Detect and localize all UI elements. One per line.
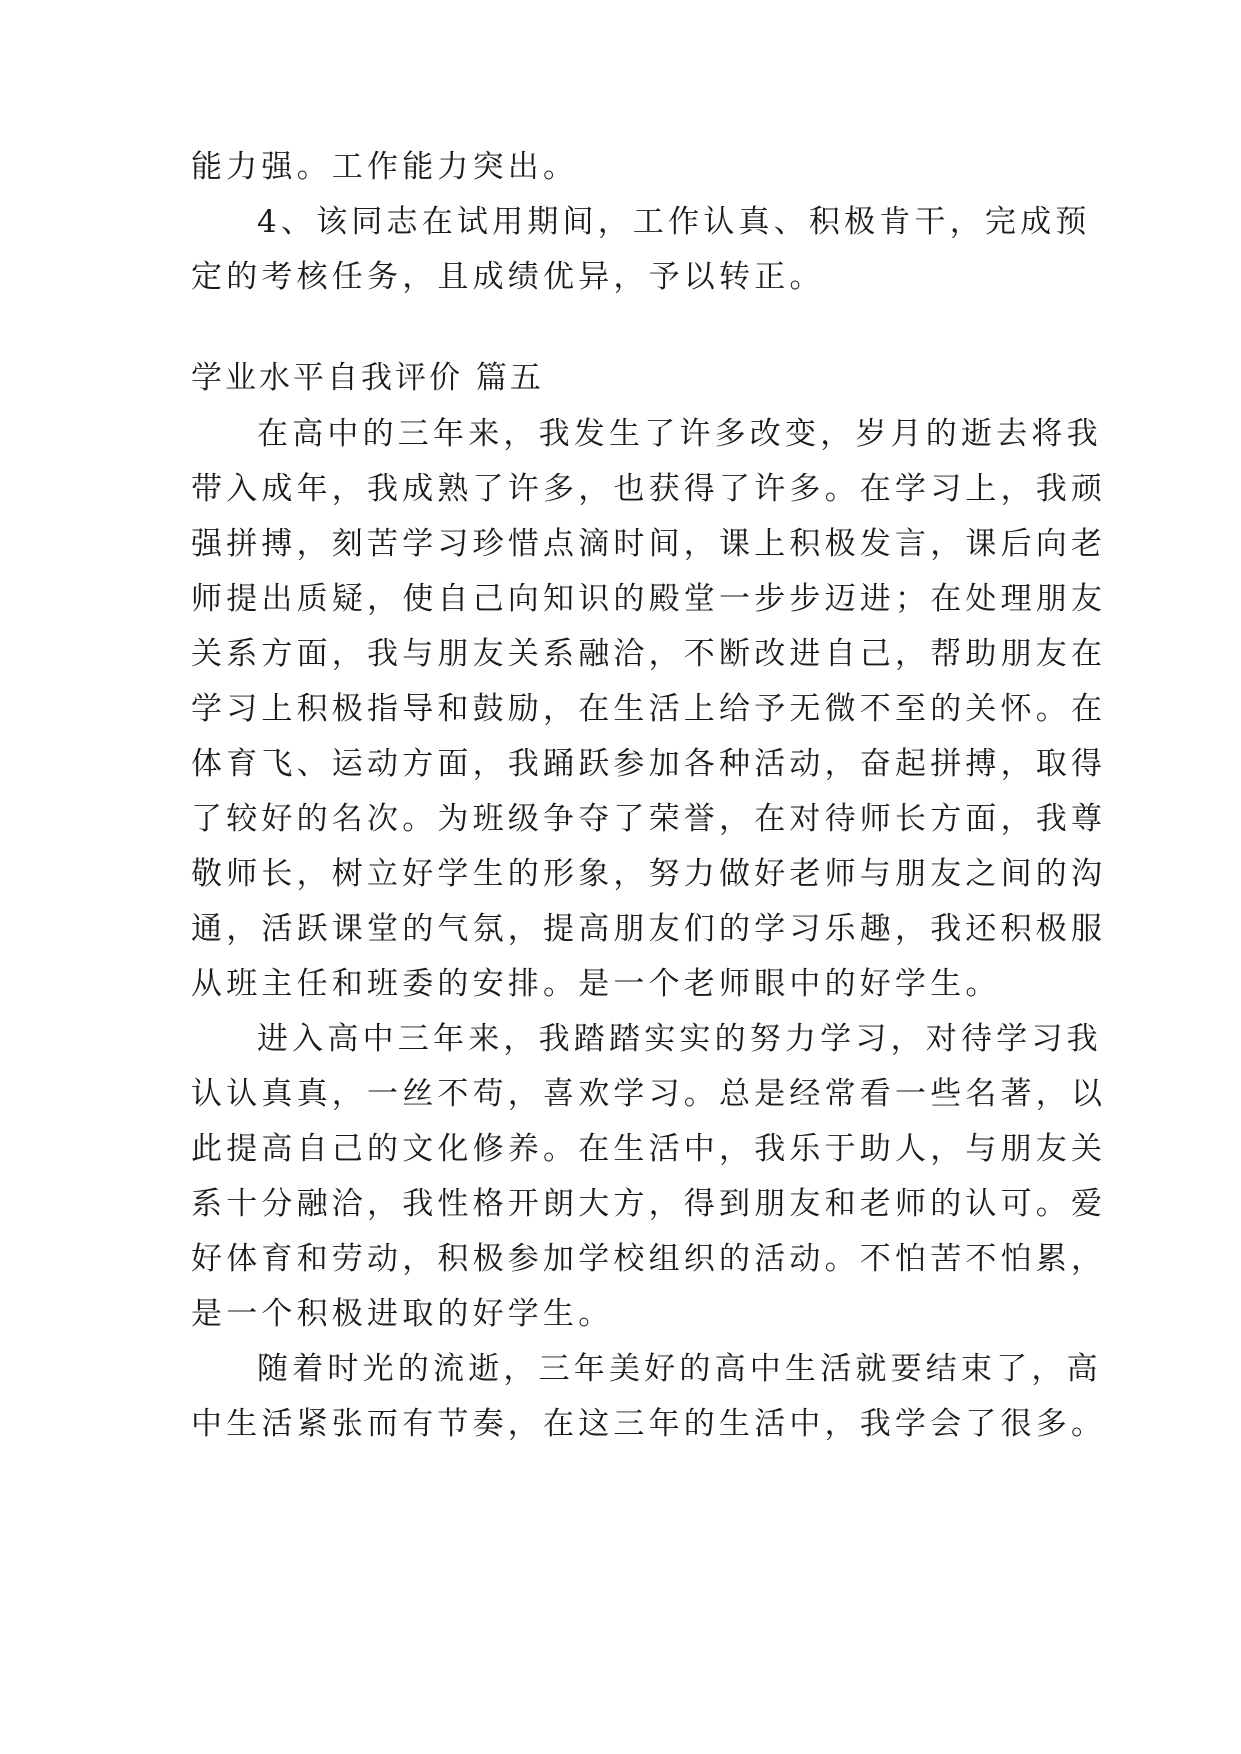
paragraph-line: 在高中的三年来，我发生了许多改变，岁月的逝去将我 [257,416,1102,452]
paragraph-line: 系十分融洽，我性格开朗大方，得到朋友和老师的认可。爱 [191,1186,1107,1222]
paragraph-line: 了较好的名次。为班级争夺了荣誉，在对待师长方面，我尊 [191,801,1107,837]
paragraph-line: 师提出质疑，使自己向知识的殿堂一步步迈进；在处理朋友 [191,581,1107,617]
paragraph-line: 体育飞、运动方面，我踊跃参加各种活动，奋起拼搏，取得 [191,746,1107,782]
paragraph-line: 是一个积极进取的好学生。 [191,1296,614,1332]
paragraph-line: 定的考核任务，且成绩优异，予以转正。 [191,259,825,295]
paragraph-line: 关系方面，我与朋友关系融洽，不断改进自己，帮助朋友在 [191,636,1107,672]
paragraph-line: 学习上积极指导和鼓励，在生活上给予无微不至的关怀。在 [191,691,1107,727]
paragraph-line: 认认真真，一丝不苟，喜欢学习。总是经常看一些名著，以 [191,1076,1107,1112]
paragraph-line: 4、该同志在试用期间，工作认真、积极肯干，完成预 [257,204,1091,240]
paragraph-line: 此提高自己的文化修养。在生活中，我乐于助人，与朋友关 [191,1131,1107,1167]
paragraph-line: 强拼搏，刻苦学习珍惜点滴时间，课上积极发言，课后向老 [191,526,1107,562]
paragraph-line: 好体育和劳动，积极参加学校组织的活动。不怕苦不怕累， [191,1241,1107,1277]
paragraph-line: 能力强。工作能力突出。 [191,149,579,185]
paragraph-line: 敬师长，树立好学生的形象，努力做好老师与朋友之间的沟 [191,856,1107,892]
paragraph-line: 进入高中三年来，我踏踏实实的努力学习，对待学习我 [257,1021,1102,1057]
paragraph-line: 带入成年，我成熟了许多，也获得了许多。在学习上，我顽 [191,471,1107,507]
paragraph-line: 通，活跃课堂的气氛，提高朋友们的学习乐趣，我还积极服 [191,911,1107,947]
section-heading: 学业水平自我评价 篇五 [191,360,544,396]
paragraph-line: 随着时光的流逝，三年美好的高中生活就要结束了，高 [257,1351,1102,1387]
paragraph-line: 从班主任和班委的安排。是一个老师眼中的好学生。 [191,966,1001,1002]
paragraph-line: 中生活紧张而有节奏，在这三年的生活中，我学会了很多。 [191,1406,1107,1442]
